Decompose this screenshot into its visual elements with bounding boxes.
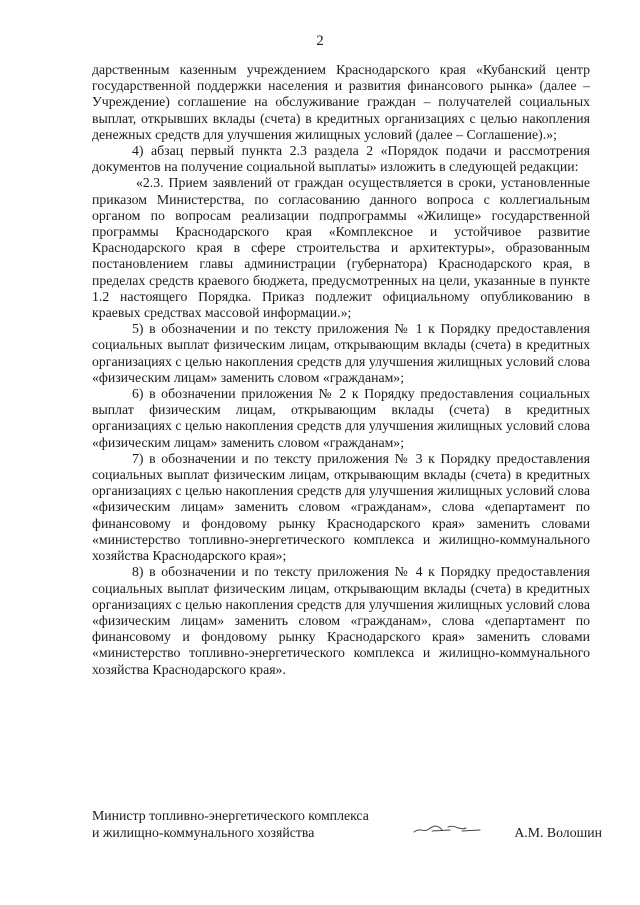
paragraph-continuation: дарственным казенным учреждением Краснодарского края «Кубанский центр государственной поддержки населения и развития финансового рынка» (далее – Учреждение) соглашение на обслуживание граждан – получателей социальных выплат, открывших вклады (счета) в кредитных организациях с целью накопления денежных средств для улучшения жилищных условий (далее – Соглашение).»; (92, 62, 590, 142)
paragraph-item-7: 7) в обозначении и по тексту приложения № 3 к Порядку предоставления социальных выплат физическим лицам, открывающим вклады (счета) в кредитных организациях с целью накопления средств для улучшения жилищных условий слова «физическим лицам» заменить словом «гражданам», слова «департамент по финансовому и фондовому рынку Краснодарского края» заменить словами «министерство топливно-энергетического комплекса и жилищно-коммунального хозяйства Краснодарского края»; (92, 450, 590, 564)
signature-block (92, 807, 602, 847)
signatory-name: А.М. Волошин (514, 825, 602, 840)
paragraph-item-8: 8) в обозначении и по тексту приложения № 4 к Порядку предоставления социальных выплат физическим лицам, открывающим вклады (счета) в кредитных организациях с целью накопления средств для улучшения жилищных условий слова «физическим лицам» заменить словом «гражданам», слова «департамент по финансовому и фондовому рынку Краснодарского края» заменить словами «министерство топливно-энергетического комплекса и жилищно-коммунального хозяйства Краснодарского края». (92, 564, 590, 677)
paragraph-quoted-2-3: «2.3. Прием заявлений от граждан осуществляется в сроки, установленные приказом Министерства, по согласованию данного вопроса с коллегиальным органом по вопросам реализации подпрограммы «Жилище» государственной программы Краснодарского края «Комплексное и устойчивое развитие Краснодарского края в сфере строительства и архитектуры», образованным постановлением главы администрации (губернатора) Краснодарского края, в пределах средств краевого бюджета, предусмотренных на цели, указанные в пункте 1.2 настоящего Порядка. Приказ подлежит официальному опубликованию в краевых средствах массовой информации.»; (92, 175, 590, 321)
document-body (92, 62, 590, 678)
signatory-title-line-2: и жилищно-коммунального хозяйства (92, 825, 315, 840)
signatory-title-line-1: Министр топливно-энергетического комплекса (92, 808, 369, 823)
handwritten-signature (412, 821, 482, 837)
signatory-title (92, 807, 412, 841)
paragraph-item-4: 4) абзац первый пункта 2.3 раздела 2 «Порядок подачи и рассмотрения документов на получение социальной выплаты» изложить в следующей редакции: (92, 143, 590, 175)
paragraph-item-5: 5) в обозначении и по тексту приложения № 1 к Порядку предоставления социальных выплат физическим лицам, открывающим вклады (счета) в кредитных организациях с целью накопления средств для улучшения жилищных условий слова «физическим лицам» заменить словом «гражданам»; (92, 321, 590, 385)
paragraph-item-6: 6) в обозначении приложения № 2 к Порядку предоставления социальных выплат физическим лицам, открывающим вклады (счета) в кредитных организациях с целью накопления средств для улучшения жилищных условий слова «физическим лицам» заменить словом «гражданам»; (92, 386, 590, 450)
page-number: 2 (316, 33, 324, 49)
